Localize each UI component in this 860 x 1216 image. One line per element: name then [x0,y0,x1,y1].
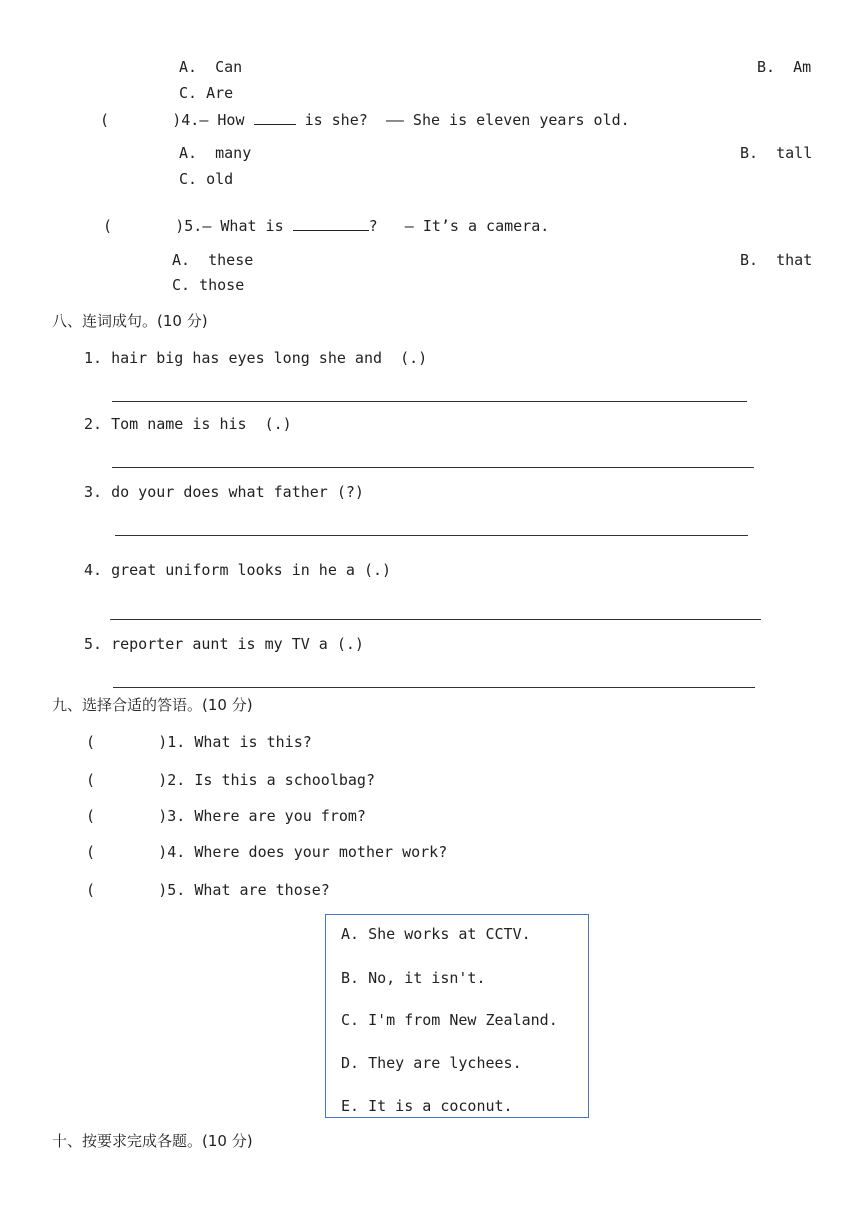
section10-heading: 十、按要求完成各题。(10 分) [52,1132,253,1150]
answer-option-a: A. She works at CCTV. [341,925,531,943]
section9-question-3 [86,807,366,825]
answer-option-d: D. They are lychees. [341,1054,522,1072]
q4-option-c: C. old [179,170,234,188]
answer-line-1[interactable] [112,401,747,402]
q5-blank[interactable] [293,216,369,231]
answer-option-c: C. I'm from New Zealand. [341,1011,558,1029]
section9-question-1 [86,733,312,751]
answer-paren[interactable]: ( [86,881,96,899]
section8-item-3: 3. do your does what father (?) [84,483,364,501]
q3-option-c: C. Are [179,84,234,102]
q4-option-a: A. many [179,144,252,162]
answer-option-e: E. It is a coconut. [341,1097,513,1115]
section8-item-2: 2. Tom name is his (.) [84,415,292,433]
answer-paren[interactable]: ( [86,771,96,789]
section9-question-5 [86,881,330,899]
q4-paren: ( [100,111,110,129]
q3-option-a: A. Can [179,58,243,76]
question-text: )4. Where does your mother work? [158,843,448,861]
answer-paren[interactable]: ( [86,843,96,861]
q4-stem-end: is she? —— She is eleven years old. [304,111,630,129]
question-text: )2. Is this a schoolbag? [158,771,375,789]
section8-heading: 八、连词成句。(10 分) [52,312,208,330]
answer-paren[interactable]: ( [86,807,96,825]
answer-line-2[interactable] [112,467,754,468]
q4-line [100,110,630,129]
question-text: )3. Where are you from? [158,807,366,825]
q5-option-c: C. those [172,276,245,294]
q4-stem: )4.— How [172,111,245,129]
q5-option-b: B. that [740,251,813,269]
q3-option-b: B. Am [757,58,812,76]
section9-heading: 九、选择合适的答语。(10 分) [52,696,253,714]
answer-line-3[interactable] [115,535,748,536]
q4-blank[interactable] [254,110,296,125]
q5-paren: ( [103,217,113,235]
answer-line-5[interactable] [113,687,755,688]
section9-question-2 [86,771,375,789]
answer-option-b: B. No, it isn't. [341,969,486,987]
q5-option-a: A. these [172,251,254,269]
section8-item-1: 1. hair big has eyes long she and (.) [84,349,428,367]
section8-item-5: 5. reporter aunt is my TV a (.) [84,635,364,653]
section8-item-4: 4. great uniform looks in he a (.) [84,561,392,579]
q5-stem: )5.— What is [175,217,284,235]
answer-paren[interactable]: ( [86,733,96,751]
q4-option-b: B. tall [740,144,813,162]
answer-line-4[interactable] [110,619,761,620]
q5-line [103,216,549,235]
q5-stem-end: ? — It’s a camera. [368,217,550,235]
section9-question-4 [86,843,447,861]
question-text: )5. What are those? [158,881,330,899]
question-text: )1. What is this? [158,733,312,751]
